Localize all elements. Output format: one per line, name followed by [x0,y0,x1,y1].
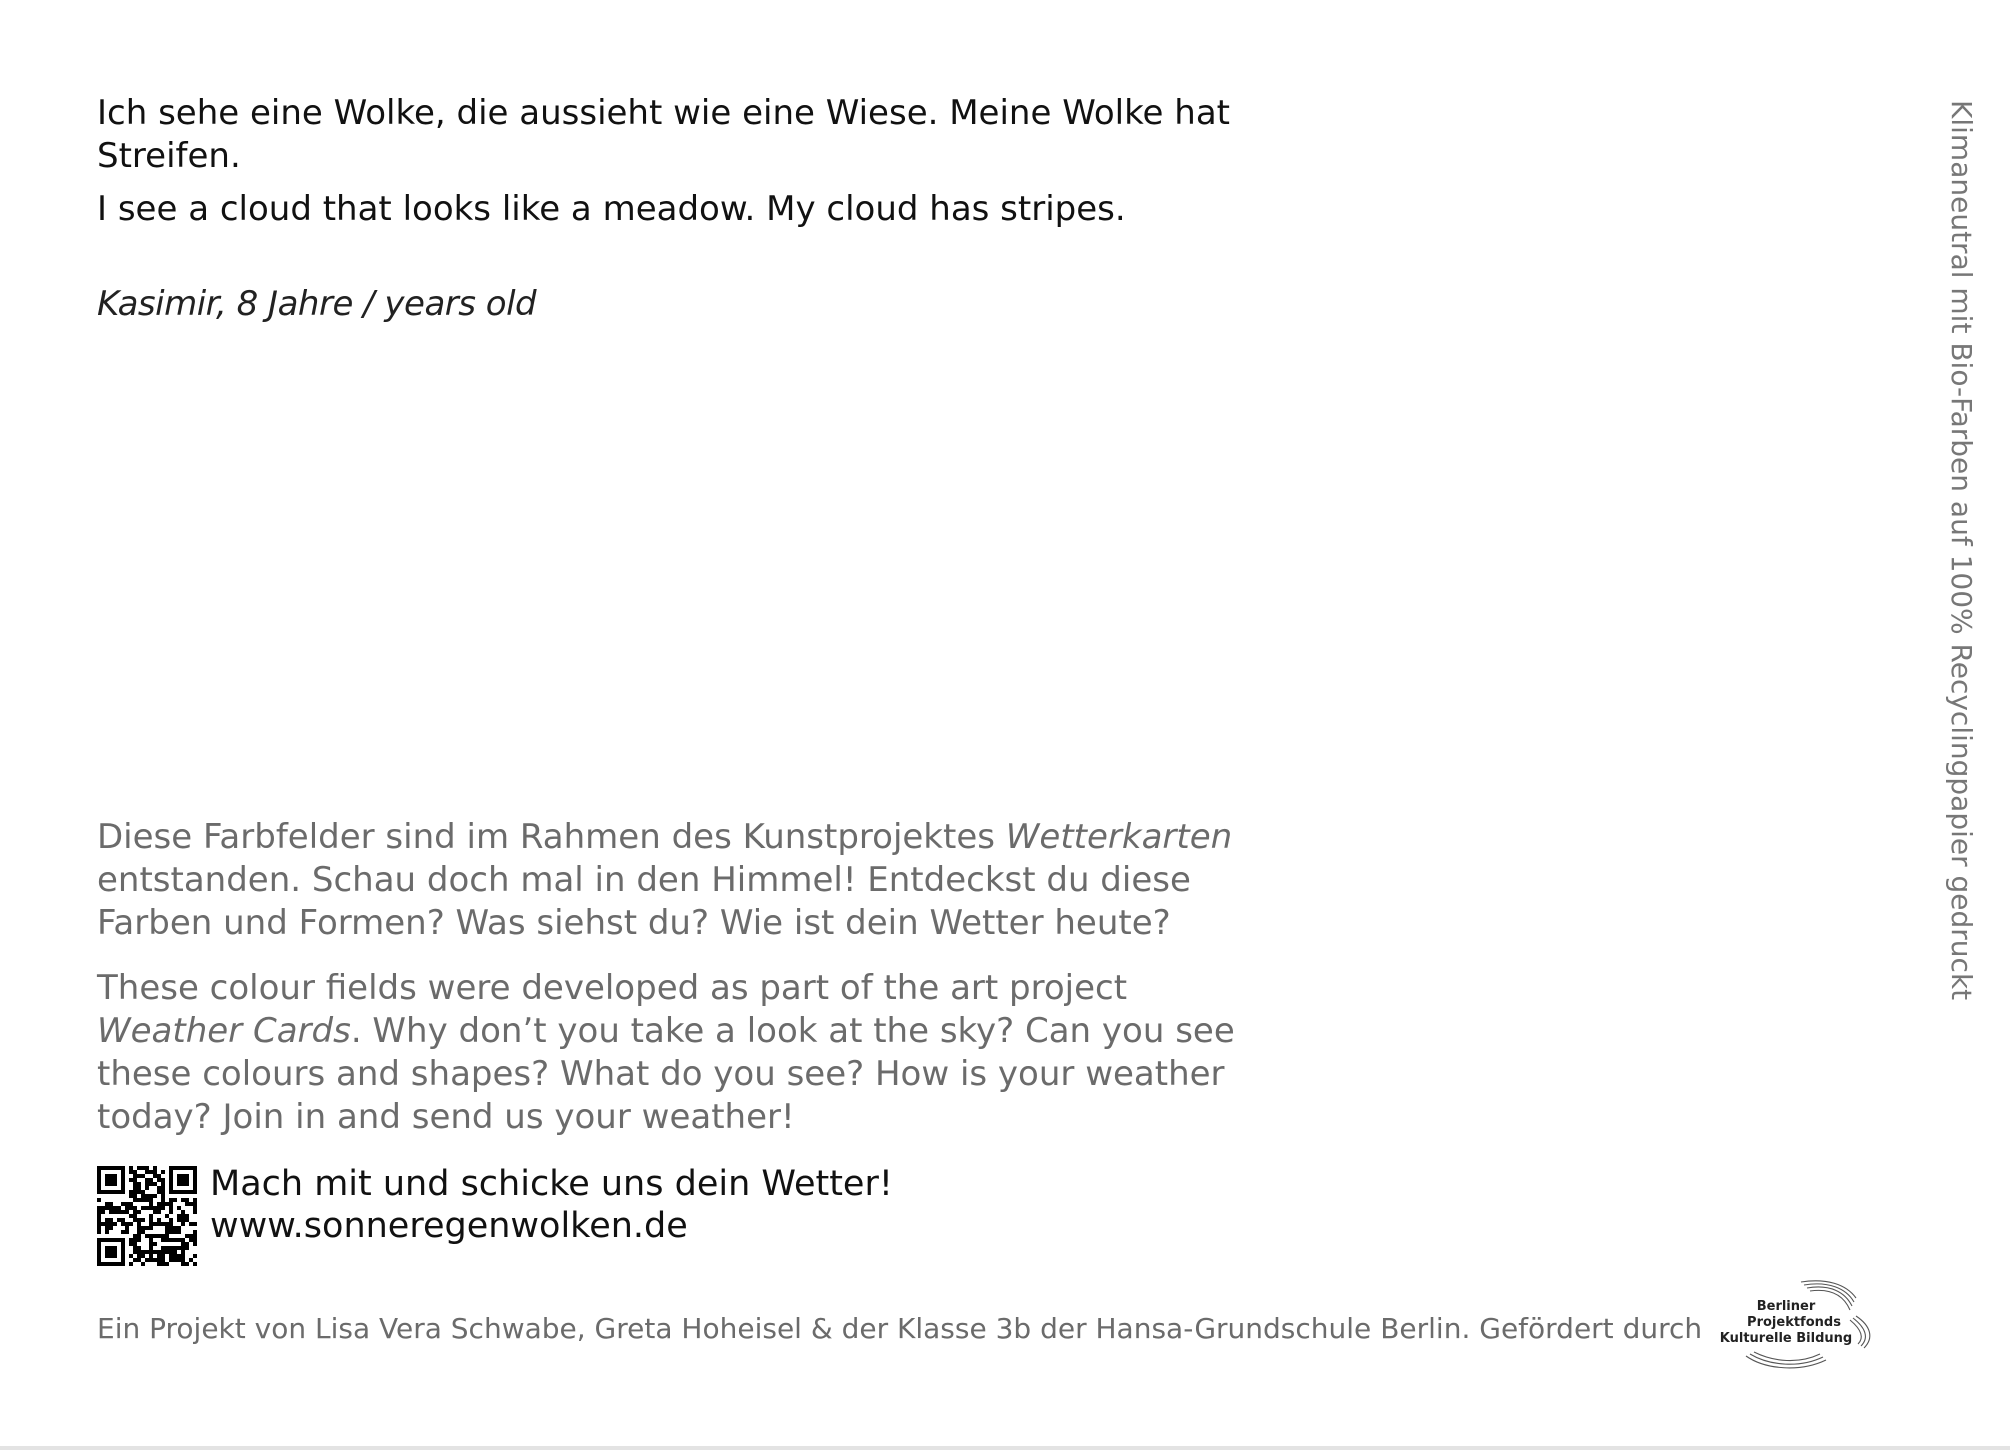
logo-line-2: Projektfonds [1747,1315,1841,1330]
quote-author: Kasimir, 8 Jahre / years old [97,284,537,324]
print-note-text: Klimaneutral mit Bio-Farben auf 100% Recyclingpapier gedruckt [1945,100,1978,1001]
logo-line-3: Kulturelle Bildung [1719,1331,1853,1346]
qr-code-icon[interactable] [97,1166,197,1266]
quote-block [97,92,1237,231]
info-german-before: Diese Farbfelder sind im Rahmen des Kunstprojektes [97,817,1006,857]
project-info-english [97,967,1247,1139]
project-title-english: Weather Cards [97,1011,351,1051]
info-english-before: These colour fields were developed as part of the art project [97,968,1128,1008]
quote-english: I see a cloud that looks like a meadow. My cloud has stripes. [97,189,1126,229]
project-info [97,816,1247,1139]
project-title-german: Wetterkarten [1005,817,1233,857]
print-note [1940,100,1980,1000]
footer-credits: Ein Projekt von Lisa Vera Schwabe, Greta Hoheisel & der Klasse 3b der Hansa-Grundschule Berlin. Gefördert durch [97,1312,1703,1345]
quote-german: Ich sehe eine Wolke, die aussieht wie eine Wiese. Meine Wolke hat Streifen. [97,93,1230,176]
info-german-after: entstanden. Schau doch mal in den Himmel! Entdeckst du diese Farben und Formen? Was siehst du? Wie ist dein Wetter heute? [97,860,1191,943]
cta-text [210,1163,893,1247]
berliner-projektfonds-logo [1706,1276,1876,1372]
cta-line: Mach mit und schicke uns dein Wetter! [210,1164,893,1204]
website-link[interactable]: www.sonneregenwolken.de [210,1206,688,1246]
logo-line-1: Berliner [1756,1299,1816,1314]
project-info-german [97,816,1247,945]
info-english-after: . Why don’t you take a look at the sky? Can you see these colours and shapes? What do you see? How is your weather today? Join in and send us your weather! [97,1011,1235,1137]
